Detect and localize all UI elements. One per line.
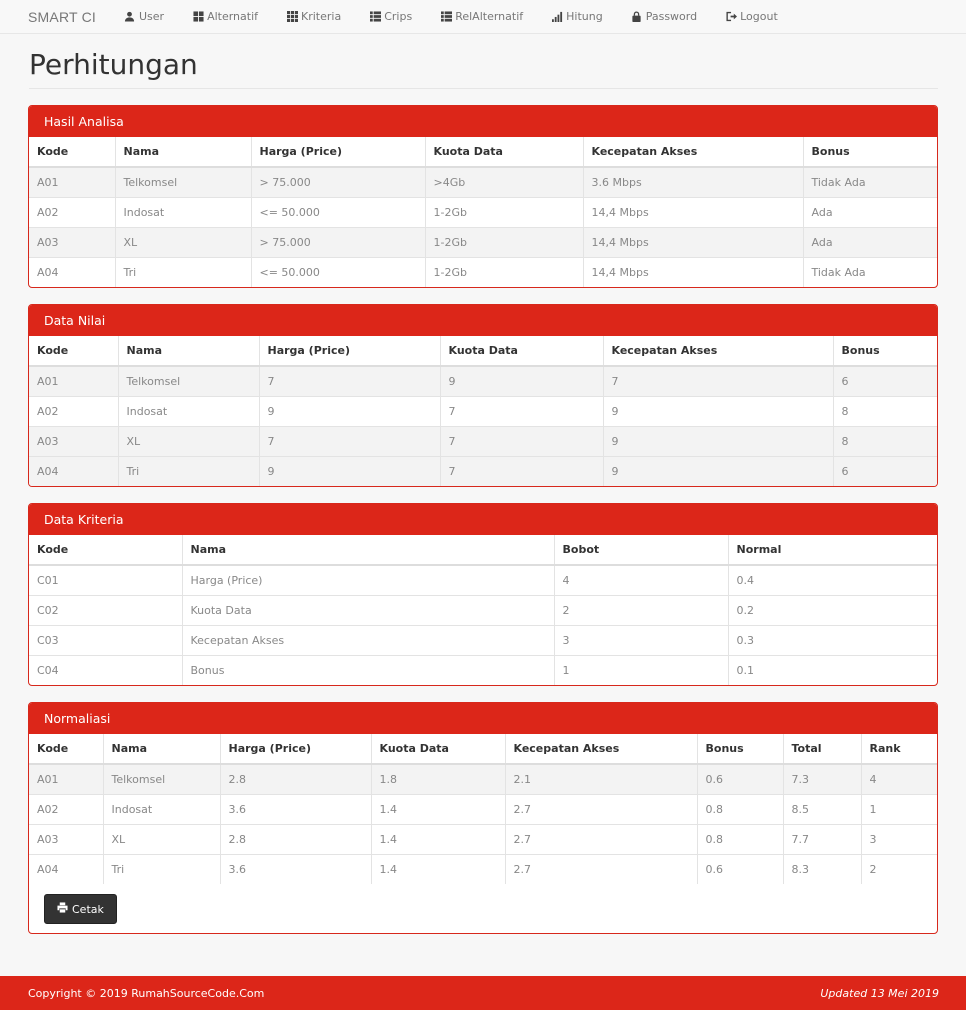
hasil-analisa-panel bbox=[28, 105, 938, 288]
table-row bbox=[29, 366, 937, 396]
table-cell: 9 bbox=[603, 396, 833, 426]
table-cell: 0.6 bbox=[697, 854, 783, 884]
table-row bbox=[29, 794, 937, 824]
nav-hitung-label: Hitung bbox=[566, 10, 603, 23]
table-cell: 0.8 bbox=[697, 794, 783, 824]
footer bbox=[0, 976, 966, 1010]
table-cell: 8 bbox=[833, 426, 937, 456]
table-cell: 0.1 bbox=[728, 655, 937, 685]
nav-relalternatif-label: RelAlternatif bbox=[455, 10, 524, 23]
table-row bbox=[29, 456, 937, 486]
table-row bbox=[29, 257, 937, 287]
nav-alternatif[interactable] bbox=[192, 10, 258, 23]
table-cell: 7 bbox=[259, 426, 440, 456]
column-header: Rank bbox=[861, 734, 937, 764]
nav-password-label: Password bbox=[645, 10, 698, 23]
table-cell: 9 bbox=[440, 366, 603, 396]
table-cell: 3.6 bbox=[220, 854, 371, 884]
column-header: Kecepatan Akses bbox=[505, 734, 697, 764]
table-cell: 7.3 bbox=[783, 764, 861, 794]
table-cell: Tidak Ada bbox=[803, 257, 937, 287]
table-cell: 3 bbox=[554, 625, 728, 655]
table-cell: XL bbox=[115, 227, 251, 257]
column-header: Harga (Price) bbox=[220, 734, 371, 764]
column-header: Nama bbox=[115, 137, 251, 167]
table-cell: 0.2 bbox=[728, 595, 937, 625]
table-cell: 14,4 Mbps bbox=[583, 257, 803, 287]
table-row bbox=[29, 565, 937, 595]
table-cell: > 75.000 bbox=[251, 227, 425, 257]
table-cell: 2 bbox=[861, 854, 937, 884]
table-cell: C02 bbox=[29, 595, 182, 625]
table-cell: 2.1 bbox=[505, 764, 697, 794]
table-cell: 1 bbox=[554, 655, 728, 685]
table-cell: 7 bbox=[440, 396, 603, 426]
column-header: Kode bbox=[29, 734, 103, 764]
table-cell: 8.3 bbox=[783, 854, 861, 884]
column-header: Bonus bbox=[803, 137, 937, 167]
table-cell: A02 bbox=[29, 794, 103, 824]
table-row bbox=[29, 655, 937, 685]
table-cell: <= 50.000 bbox=[251, 257, 425, 287]
table-cell: 7 bbox=[259, 366, 440, 396]
column-header: Nama bbox=[182, 535, 554, 565]
table-cell: C01 bbox=[29, 565, 182, 595]
nav-user[interactable] bbox=[124, 10, 164, 23]
panel-heading: Normaliasi bbox=[29, 703, 937, 734]
table-cell: 2.7 bbox=[505, 824, 697, 854]
column-header: Bonus bbox=[697, 734, 783, 764]
table-cell: 4 bbox=[554, 565, 728, 595]
table-cell: Tri bbox=[115, 257, 251, 287]
table-row bbox=[29, 625, 937, 655]
table-cell: Telkomsel bbox=[115, 167, 251, 197]
table-cell: <= 50.000 bbox=[251, 197, 425, 227]
table-cell: 2.8 bbox=[220, 824, 371, 854]
table-cell: Harga (Price) bbox=[182, 565, 554, 595]
table-cell: Telkomsel bbox=[103, 764, 220, 794]
table-cell: 1-2Gb bbox=[425, 197, 583, 227]
hasil-analisa-table bbox=[29, 137, 937, 287]
nav-crips[interactable] bbox=[369, 10, 412, 23]
table-cell: 6 bbox=[833, 456, 937, 486]
table-cell: 7.7 bbox=[783, 824, 861, 854]
table-cell: A01 bbox=[29, 366, 118, 396]
table-cell: >4Gb bbox=[425, 167, 583, 197]
normalisasi-table bbox=[29, 734, 937, 884]
logout-icon bbox=[725, 11, 737, 23]
table-cell: 1-2Gb bbox=[425, 227, 583, 257]
list-icon bbox=[369, 11, 381, 23]
table-cell: A03 bbox=[29, 426, 118, 456]
table-cell: A04 bbox=[29, 257, 115, 287]
table-cell: A03 bbox=[29, 227, 115, 257]
table-cell: 9 bbox=[259, 456, 440, 486]
table-cell: C04 bbox=[29, 655, 182, 685]
table-cell: 14,4 Mbps bbox=[583, 197, 803, 227]
print-button-label: Cetak bbox=[72, 902, 104, 916]
table-cell: Indosat bbox=[118, 396, 259, 426]
table-cell: Kuota Data bbox=[182, 595, 554, 625]
table-row bbox=[29, 824, 937, 854]
column-header: Kode bbox=[29, 137, 115, 167]
table-cell: 1 bbox=[861, 794, 937, 824]
table-cell: 9 bbox=[603, 426, 833, 456]
table-cell: 0.6 bbox=[697, 764, 783, 794]
table-cell: 7 bbox=[440, 426, 603, 456]
table-cell: A01 bbox=[29, 764, 103, 794]
table-cell: 9 bbox=[603, 456, 833, 486]
column-header: Kecepatan Akses bbox=[603, 336, 833, 366]
table-row bbox=[29, 227, 937, 257]
table-cell: Tri bbox=[118, 456, 259, 486]
column-header: Total bbox=[783, 734, 861, 764]
nav-alternatif-label: Alternatif bbox=[207, 10, 259, 23]
nav-user-label: User bbox=[138, 10, 165, 23]
data-kriteria-panel bbox=[28, 503, 938, 686]
table-cell: 2.7 bbox=[505, 794, 697, 824]
nav-kriteria[interactable] bbox=[286, 10, 341, 23]
th-icon bbox=[286, 11, 298, 23]
table-cell: A02 bbox=[29, 396, 118, 426]
navbar bbox=[0, 0, 966, 34]
table-cell: Kecepatan Akses bbox=[182, 625, 554, 655]
nav-logout[interactable] bbox=[725, 10, 778, 23]
column-header: Kuota Data bbox=[440, 336, 603, 366]
brand-link[interactable]: SMART CI bbox=[28, 8, 96, 25]
table-cell: A03 bbox=[29, 824, 103, 854]
table-row bbox=[29, 595, 937, 625]
table-row bbox=[29, 764, 937, 794]
table-cell: C03 bbox=[29, 625, 182, 655]
column-header: Bobot bbox=[554, 535, 728, 565]
signal-icon bbox=[551, 11, 563, 23]
table-row bbox=[29, 854, 937, 884]
panel-heading: Hasil Analisa bbox=[29, 106, 937, 137]
table-cell: > 75.000 bbox=[251, 167, 425, 197]
table-cell: 8.5 bbox=[783, 794, 861, 824]
table-cell: Bonus bbox=[182, 655, 554, 685]
table-cell: 14,4 Mbps bbox=[583, 227, 803, 257]
table-cell: Ada bbox=[803, 227, 937, 257]
table-cell: 2.7 bbox=[505, 854, 697, 884]
column-header: Nama bbox=[103, 734, 220, 764]
table-cell: XL bbox=[118, 426, 259, 456]
table-row bbox=[29, 197, 937, 227]
table-cell: A04 bbox=[29, 854, 103, 884]
table-cell: 2 bbox=[554, 595, 728, 625]
data-kriteria-table bbox=[29, 535, 937, 685]
table-cell: 1.4 bbox=[371, 824, 505, 854]
column-header: Kuota Data bbox=[371, 734, 505, 764]
table-cell: 7 bbox=[440, 456, 603, 486]
panel-heading: Data Kriteria bbox=[29, 504, 937, 535]
table-cell: Tri bbox=[103, 854, 220, 884]
list-icon bbox=[440, 11, 452, 23]
table-cell: 2.8 bbox=[220, 764, 371, 794]
footer-updated: Updated 13 Mei 2019 bbox=[820, 986, 939, 1000]
nav-password[interactable] bbox=[631, 10, 697, 23]
table-cell: Tidak Ada bbox=[803, 167, 937, 197]
table-cell: 1-2Gb bbox=[425, 257, 583, 287]
th-large-icon bbox=[192, 11, 204, 23]
print-button[interactable] bbox=[44, 894, 117, 924]
table-cell: 7 bbox=[603, 366, 833, 396]
panel-heading: Data Nilai bbox=[29, 305, 937, 336]
column-header: Bonus bbox=[833, 336, 937, 366]
table-cell: 8 bbox=[833, 396, 937, 426]
table-cell: Indosat bbox=[115, 197, 251, 227]
nav-logout-label: Logout bbox=[740, 10, 778, 23]
table-cell: 0.8 bbox=[697, 824, 783, 854]
column-header: Kode bbox=[29, 535, 182, 565]
table-cell: XL bbox=[103, 824, 220, 854]
table-cell: 0.3 bbox=[728, 625, 937, 655]
table-cell: Ada bbox=[803, 197, 937, 227]
table-cell: 9 bbox=[259, 396, 440, 426]
page-title: Perhitungan bbox=[29, 48, 198, 81]
nav-crips-label: Crips bbox=[384, 10, 413, 23]
table-cell: 3.6 Mbps bbox=[583, 167, 803, 197]
column-header: Harga (Price) bbox=[259, 336, 440, 366]
column-header: Nama bbox=[118, 336, 259, 366]
normalisasi-panel bbox=[28, 702, 938, 934]
data-nilai-panel bbox=[28, 304, 938, 487]
table-cell: A02 bbox=[29, 197, 115, 227]
nav-hitung[interactable] bbox=[551, 10, 603, 23]
column-header: Normal bbox=[728, 535, 937, 565]
table-cell: 1.4 bbox=[371, 854, 505, 884]
column-header: Kuota Data bbox=[425, 137, 583, 167]
column-header: Kecepatan Akses bbox=[583, 137, 803, 167]
title-divider bbox=[29, 88, 938, 89]
lock-icon bbox=[631, 11, 643, 23]
table-cell: 4 bbox=[861, 764, 937, 794]
table-cell: 1.4 bbox=[371, 794, 505, 824]
table-row bbox=[29, 396, 937, 426]
table-cell: Indosat bbox=[103, 794, 220, 824]
table-cell: 6 bbox=[833, 366, 937, 396]
nav-kriteria-label: Kriteria bbox=[301, 10, 342, 23]
data-nilai-table bbox=[29, 336, 937, 486]
table-cell: 0.4 bbox=[728, 565, 937, 595]
table-cell: Telkomsel bbox=[118, 366, 259, 396]
table-row bbox=[29, 426, 937, 456]
user-icon bbox=[124, 11, 136, 23]
nav-relalternatif[interactable] bbox=[440, 10, 523, 23]
footer-copyright: Copyright © 2019 RumahSourceCode.Com bbox=[28, 986, 265, 1000]
table-cell: 3.6 bbox=[220, 794, 371, 824]
column-header: Kode bbox=[29, 336, 118, 366]
table-cell: 1.8 bbox=[371, 764, 505, 794]
column-header: Harga (Price) bbox=[251, 137, 425, 167]
table-cell: 3 bbox=[861, 824, 937, 854]
table-row bbox=[29, 167, 937, 197]
table-cell: A01 bbox=[29, 167, 115, 197]
print-icon bbox=[57, 902, 68, 916]
table-cell: A04 bbox=[29, 456, 118, 486]
